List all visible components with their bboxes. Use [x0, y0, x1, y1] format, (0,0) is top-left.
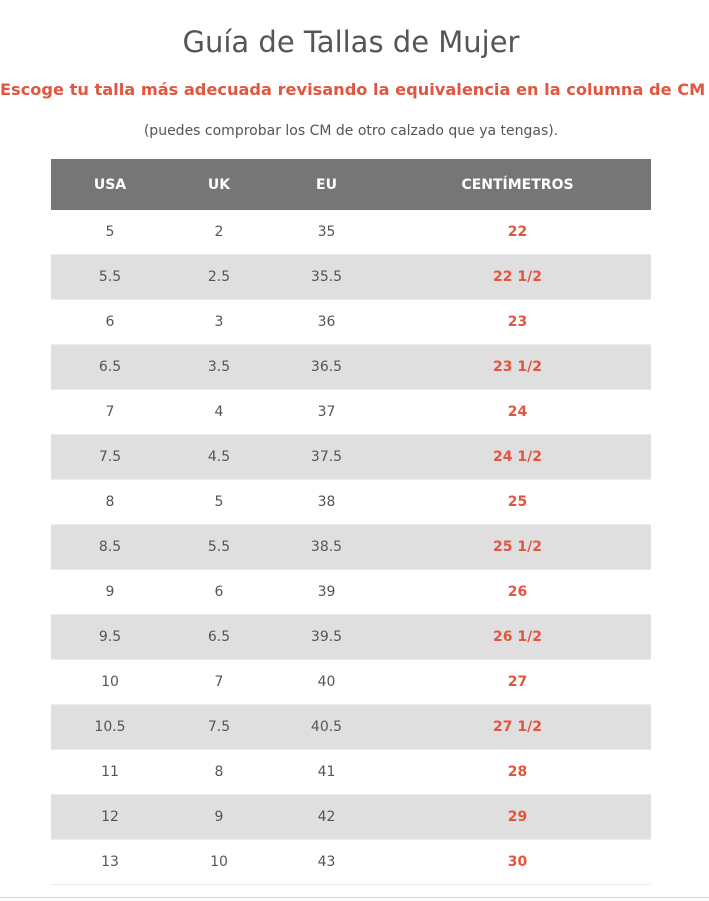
cell-eu: 35: [269, 210, 384, 255]
cell-uk: 7.5: [169, 705, 269, 750]
cell-cm: 23: [384, 300, 651, 345]
table-row: [51, 300, 651, 345]
header-cm: CENTÍMETROS: [384, 159, 651, 210]
header-uk: UK: [169, 159, 269, 210]
cell-cm: 23 1/2: [384, 345, 651, 390]
table-row: [51, 390, 651, 435]
cell-cm: 27 1/2: [384, 705, 651, 750]
cell-usa: 5: [51, 210, 169, 255]
page-note: (puedes comprobar los CM de otro calzado que ya tengas).: [143, 123, 559, 139]
cell-usa: 6: [51, 300, 169, 345]
table-header-row: [51, 159, 651, 210]
table-row: [51, 660, 651, 705]
cell-cm: 25: [384, 480, 651, 525]
cell-cm: 29: [384, 795, 651, 840]
cell-eu: 36.5: [269, 345, 384, 390]
cell-eu: 40.5: [269, 705, 384, 750]
cell-usa: 7: [51, 390, 169, 435]
cell-uk: 2: [169, 210, 269, 255]
cell-usa: 12: [51, 795, 169, 840]
cell-cm: 28: [384, 750, 651, 795]
table-row: [51, 705, 651, 750]
cell-usa: 6.5: [51, 345, 169, 390]
table-row: [51, 525, 651, 570]
bottom-divider: [0, 897, 709, 898]
table-row: [51, 750, 651, 795]
cell-cm: 26: [384, 570, 651, 615]
cell-eu: 38: [269, 480, 384, 525]
cell-uk: 5: [169, 480, 269, 525]
cell-usa: 8: [51, 480, 169, 525]
table-row: [51, 840, 651, 885]
table-row: [51, 570, 651, 615]
cell-eu: 39.5: [269, 615, 384, 660]
cell-usa: 10.5: [51, 705, 169, 750]
cell-uk: 2.5: [169, 255, 269, 300]
cell-cm: 30: [384, 840, 651, 885]
cell-eu: 36: [269, 300, 384, 345]
table-row: [51, 480, 651, 525]
cell-eu: 42: [269, 795, 384, 840]
cell-uk: 6.5: [169, 615, 269, 660]
cell-cm: 25 1/2: [384, 525, 651, 570]
cell-uk: 8: [169, 750, 269, 795]
cell-usa: 9: [51, 570, 169, 615]
cell-eu: 41: [269, 750, 384, 795]
cell-eu: 35.5: [269, 255, 384, 300]
page-subtitle: Escoge tu talla más adecuada revisando la equivalencia en la columna de CM: [0, 80, 706, 99]
table-row: [51, 210, 651, 255]
cell-cm: 27: [384, 660, 651, 705]
cell-usa: 8.5: [51, 525, 169, 570]
cell-cm: 26 1/2: [384, 615, 651, 660]
table-row: [51, 615, 651, 660]
table-row: [51, 255, 651, 300]
cell-usa: 5.5: [51, 255, 169, 300]
cell-uk: 3: [169, 300, 269, 345]
page-title: Guía de Tallas de Mujer: [182, 25, 520, 59]
cell-cm: 22 1/2: [384, 255, 651, 300]
cell-uk: 3.5: [169, 345, 269, 390]
cell-uk: 4.5: [169, 435, 269, 480]
table-row: [51, 435, 651, 480]
cell-usa: 11: [51, 750, 169, 795]
cell-usa: 9.5: [51, 615, 169, 660]
cell-cm: 24: [384, 390, 651, 435]
cell-eu: 43: [269, 840, 384, 885]
cell-uk: 10: [169, 840, 269, 885]
header-usa: USA: [51, 159, 169, 210]
cell-cm: 24 1/2: [384, 435, 651, 480]
cell-eu: 39: [269, 570, 384, 615]
cell-eu: 40: [269, 660, 384, 705]
cell-eu: 37: [269, 390, 384, 435]
table-body: [51, 210, 651, 885]
cell-usa: 10: [51, 660, 169, 705]
cell-eu: 38.5: [269, 525, 384, 570]
cell-uk: 7: [169, 660, 269, 705]
cell-usa: 7.5: [51, 435, 169, 480]
size-table: [51, 159, 651, 885]
table-row: [51, 795, 651, 840]
cell-cm: 22: [384, 210, 651, 255]
cell-usa: 13: [51, 840, 169, 885]
cell-uk: 9: [169, 795, 269, 840]
table-row: [51, 345, 651, 390]
cell-uk: 4: [169, 390, 269, 435]
cell-uk: 6: [169, 570, 269, 615]
cell-uk: 5.5: [169, 525, 269, 570]
header-eu: EU: [269, 159, 384, 210]
cell-eu: 37.5: [269, 435, 384, 480]
